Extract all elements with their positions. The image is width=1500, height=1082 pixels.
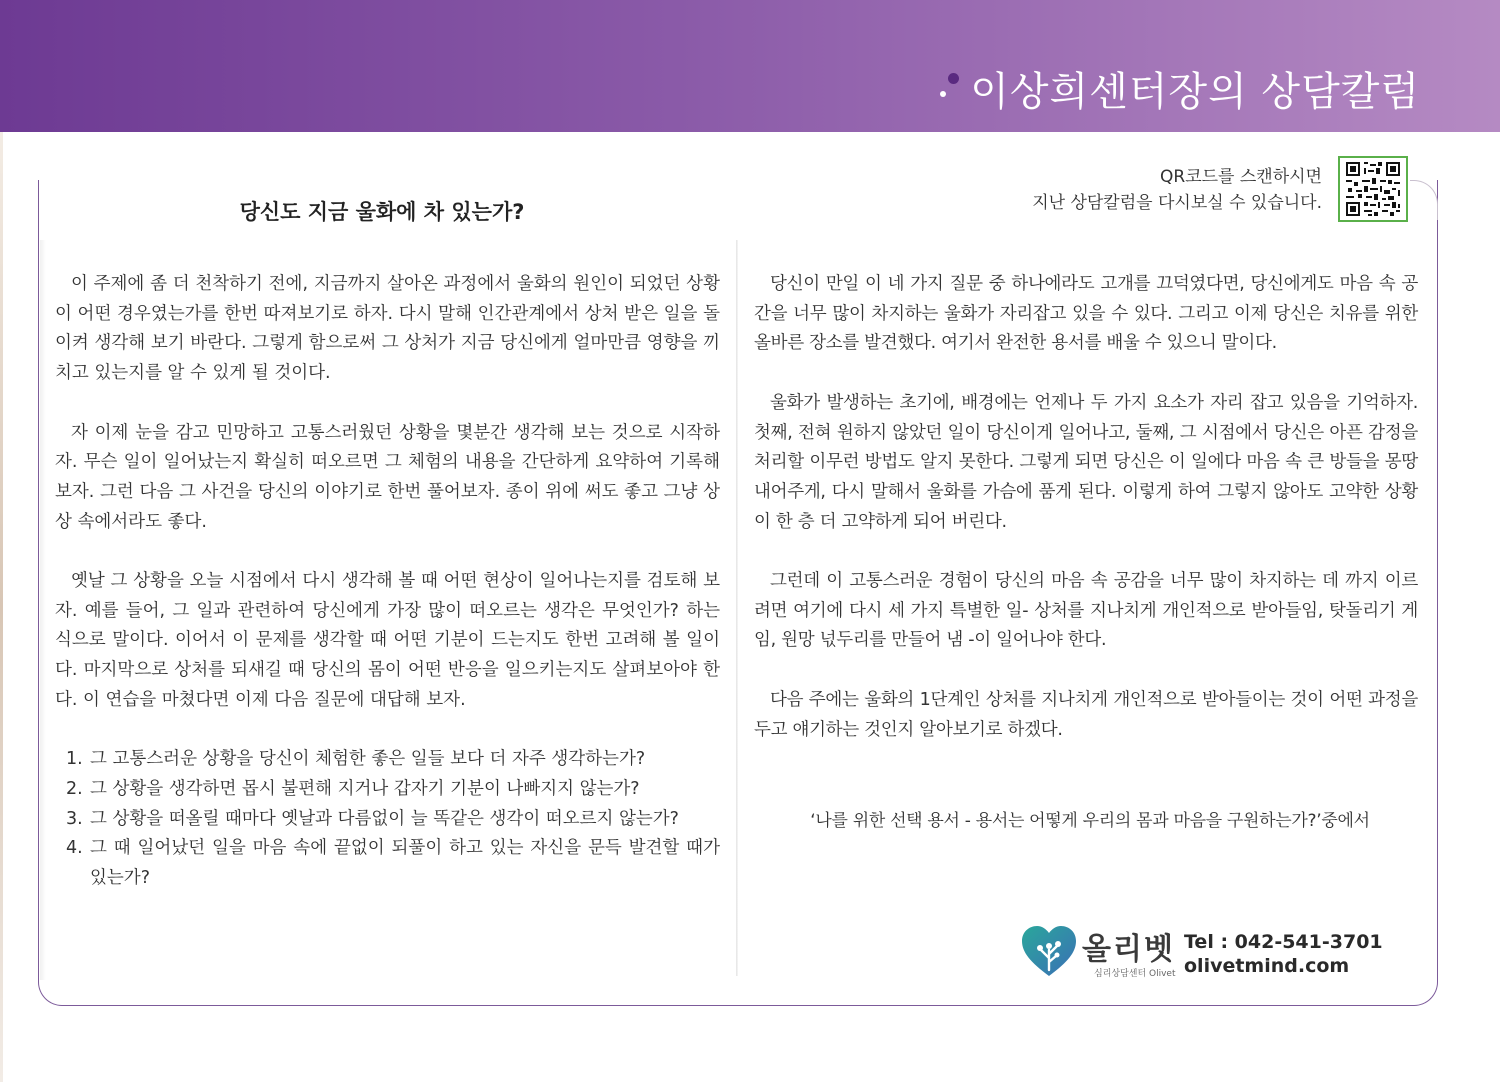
qr-note [1032, 164, 1322, 216]
paragraph: 당신이 만일 이 네 가지 질문 중 하나에라도 고개를 끄덕였다면, 당신에게도 마음 속 공간을 너무 많이 차지하는 울화가 자리잡고 있을 수 있다. 그리고 이제 당신은 치유를 위한 올바른 장소를 발견했다. 여기서 완전한 용서를 배울 수 있으니 말이다. [754, 274, 1418, 354]
telephone: Tel : 042-541-3701 [1184, 931, 1383, 953]
column-series-title [938, 60, 1420, 117]
article-title: 당신도 지금 울화에 차 있는가? [239, 200, 525, 224]
paragraph: 그런데 이 고통스러운 경험이 당신의 마음 속 공감을 너무 많이 차지하는 데 까지 이르려면 여기에 다시 세 가지 특별한 일- 상처를 지나치게 개인적으로 받아들임, 탓돌리기 게임, 원망 넋두리를 만들어 냄 -이 일어나야 한다. [754, 571, 1418, 651]
left-column-shadow [40, 240, 46, 980]
paragraph: 이 주제에 좀 더 천착하기 전에, 지금까지 살아온 과정에서 울화의 원인이 되었던 상황이 어떤 경우였는가를 한번 따져보기로 하자. 다시 말해 인간관계에서 상처 받은 일을 돌이켜 생각해 보기 바란다. 그렇게 함으로써 그 상처가 지금 당신에게 얼마만큼 영향을 끼치고 있는지를 알 수 있게 될 것이다. [55, 274, 720, 384]
paragraph: 자 이제 눈을 감고 민망하고 고통스러웠던 상황을 몇분간 생각해 보는 것으로 시작하자. 무슨 일이 일어났는지 확실히 떠오르면 그 체험의 내용을 간단하게 요약하여 기록해 보자. 그런 다음 그 사건을 당신의 이야기로 한번 풀어보자. 종이 위에 써도 좋고 그냥 상상 속에서라도 좋다. [55, 422, 720, 532]
qr-note-line1: QR코드를 스캔하시면 [1160, 167, 1322, 187]
question-text: 그 상황을 떠올릴 때마다 옛날과 다름없이 늘 똑같은 생각이 떠오르지 않는가? [90, 808, 679, 829]
column-divider [736, 240, 738, 976]
question-text: 그 상황을 생각하면 몹시 불편해 지거나 갑자기 기분이 나빠지지 않는가? [90, 778, 640, 799]
logo-text: 올리벳 [1082, 932, 1175, 967]
question-number: 3. [66, 808, 83, 829]
question-text: 그 고통스러운 상황을 당신이 체험한 좋은 일들 보다 더 자주 생각하는가? [90, 749, 646, 770]
page-edge-strip [0, 132, 3, 1082]
right-column [754, 270, 1418, 775]
question-list [55, 745, 720, 894]
question-number: 2. [66, 778, 83, 799]
source-citation: ‘나를 위한 선택 용서 - 용서는 어떻게 우리의 몸과 마음을 구원하는가?’중에서 [810, 811, 1370, 831]
logo-subtitle: 심리상담센터 Olivet [1094, 969, 1176, 979]
paragraph: 옛날 그 상황을 오늘 시점에서 다시 생각해 볼 때 어떤 현상이 일어나는지를 검토해 보자. 예를 들어, 그 일과 관련하여 당신에게 가장 많이 떠오르는 생각은 무엇인가? 하는 식으로 말이다. 이어서 이 문제를 생각할 때 어떤 기분이 드는지도 한번 고려해 볼 일이다. 마지막으로 상처를 되새길 때 당신의 몸이 어떤 반응을 일으키는지도 살펴보아야 한다. 이 연습을 마쳤다면 이제 다음 질문에 대답해 보자. [55, 571, 720, 710]
question-item [55, 775, 720, 805]
question-number: 4. [66, 838, 83, 859]
contact-info [1184, 930, 1383, 978]
question-item [55, 745, 720, 775]
paragraph: 울화가 발생하는 초기에, 배경에는 언제나 두 가지 요소가 자리 잡고 있음을 기억하자. 첫째, 전혀 원하지 않았던 일이 당신이게 일어나고, 둘째, 그 시점에서 당신은 아픈 감정을 처리할 이무런 방법도 알지 못한다. 그렇게 되면 당신은 이 일에다 마음 속 큰 방들을 몽땅 내어주게, 다시 말해서 울화를 가슴에 품게 된다. 이렇게 하여 그렇지 않아도 고약한 상황이 한 층 더 고약하게 되어 버린다. [754, 392, 1418, 532]
header-title-text: 이상희센터장의 상담칼럼 [970, 69, 1420, 115]
question-item [55, 834, 720, 893]
question-text: 그 때 일어났던 일을 마음 속에 끝없이 되풀이 하고 있는 자신을 문득 발견할 때가 있는가? [90, 838, 720, 889]
qr-note-line2: 지난 상담칼럼을 다시보실 수 있습니다. [1032, 193, 1322, 213]
qr-code[interactable] [1338, 156, 1408, 222]
bullet-dot-icon [938, 69, 960, 109]
heart-tree-logo-icon [1020, 924, 1078, 980]
qr-code-icon [1342, 160, 1404, 218]
question-item [55, 805, 720, 835]
left-column [55, 270, 720, 894]
website-link[interactable]: olivetmind.com [1184, 955, 1350, 977]
olivet-logo[interactable] [1020, 924, 1180, 980]
question-number: 1. [66, 749, 83, 770]
paragraph: 다음 주에는 울화의 1단계인 상처를 지나치게 개인적으로 받아들이는 것이 어떤 과정을 두고 얘기하는 것인지 알아보기로 하겠다. [754, 689, 1418, 740]
